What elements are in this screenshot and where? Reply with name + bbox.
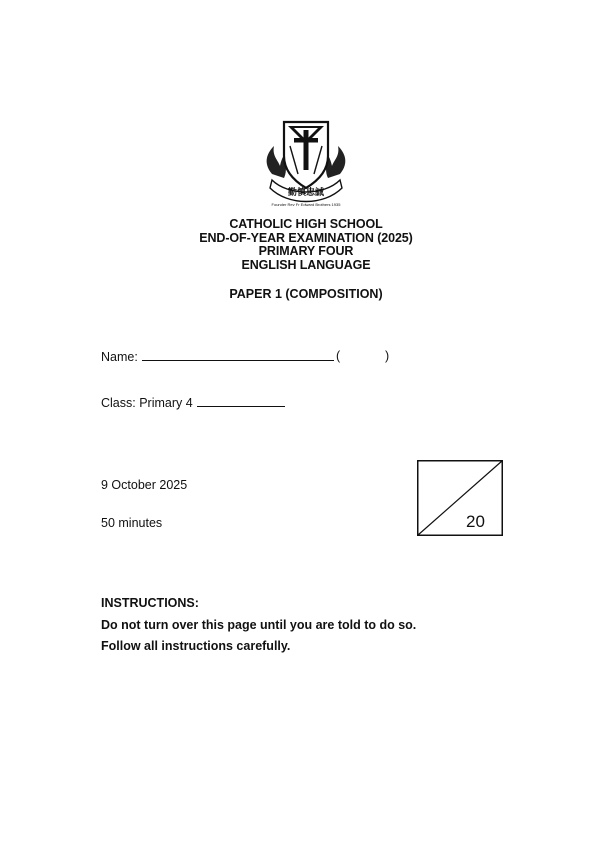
school-crest-logo: [258, 116, 354, 212]
exam-header: [0, 218, 600, 272]
register-number-open-paren: (: [336, 349, 341, 363]
crest-chinese-text: 勤慎忠誠: [287, 188, 325, 198]
crest-ribbon-text: Founder Rev Fr Edward Brothers 1935: [271, 202, 341, 207]
register-number-close-paren: ): [385, 349, 390, 363]
exam-subject: ENGLISH LANGUAGE: [241, 257, 371, 272]
school-name: CATHOLIC HIGH SCHOOL: [229, 217, 383, 231]
exam-title: END-OF-YEAR EXAMINATION (2025): [199, 230, 413, 245]
name-blank-line[interactable]: [142, 349, 334, 361]
name-label: Name:: [101, 350, 138, 364]
name-field[interactable]: [101, 349, 334, 364]
exam-date: 9 October 2025: [101, 478, 188, 492]
class-label: Class: Primary 4: [101, 396, 193, 410]
exam-level: PRIMARY FOUR: [258, 244, 354, 258]
exam-duration: 50 minutes: [101, 516, 163, 530]
class-blank-line[interactable]: [197, 395, 285, 407]
total-marks: 20: [466, 512, 485, 531]
paper-title: PAPER 1 (COMPOSITION): [229, 287, 383, 301]
instructions-title: INSTRUCTIONS:: [101, 596, 199, 610]
marks-box: [417, 460, 503, 536]
instruction-item: Follow all instructions carefully.: [101, 639, 291, 653]
instruction-item: Do not turn over this page until you are told to do so.: [101, 618, 417, 632]
class-field[interactable]: [101, 395, 285, 410]
